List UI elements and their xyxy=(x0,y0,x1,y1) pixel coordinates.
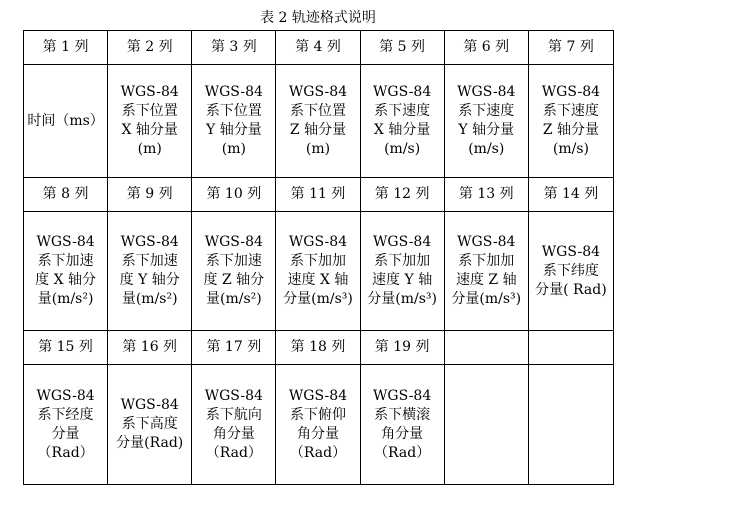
table-cell: WGS-84 系下速度 X 轴分量 (m/s) xyxy=(360,65,444,178)
empty-cell xyxy=(444,365,528,485)
table-cell: WGS-84 系下俯仰 角分量 （Rad） xyxy=(276,365,360,485)
column-header: 第 13 列 xyxy=(444,178,528,212)
column-header: 第 19 列 xyxy=(360,331,444,365)
table-header-row xyxy=(24,31,614,65)
table-cell: WGS-84 系下加加 速度 X 轴 分量(m/s³) xyxy=(276,212,360,331)
column-header: 第 17 列 xyxy=(192,331,276,365)
table-cell: WGS-84 系下位置 X 轴分量 (m) xyxy=(108,65,192,178)
column-header: 第 15 列 xyxy=(24,331,108,365)
table-cell: WGS-84 系下位置 Z 轴分量 (m) xyxy=(276,65,360,178)
table-cell: WGS-84 系下航向 角分量 （Rad） xyxy=(192,365,276,485)
empty-cell xyxy=(444,331,528,365)
table-row xyxy=(24,212,614,331)
table-cell: WGS-84 系下经度 分量 （Rad） xyxy=(24,365,108,485)
table-cell: WGS-84 系下速度 Z 轴分量 (m/s) xyxy=(528,65,613,178)
column-header: 第 10 列 xyxy=(192,178,276,212)
column-header: 第 7 列 xyxy=(528,31,613,65)
column-header: 第 16 列 xyxy=(108,331,192,365)
table-row xyxy=(24,65,614,178)
table-cell: WGS-84 系下加加 速度 Y 轴 分量(m/s³) xyxy=(360,212,444,331)
column-header: 第 14 列 xyxy=(528,178,613,212)
trajectory-format-table xyxy=(23,30,614,485)
column-header: 第 5 列 xyxy=(360,31,444,65)
table-cell: WGS-84 系下加速 度 Y 轴分 量(m/s²) xyxy=(108,212,192,331)
table-caption: 表 2 轨迹格式说明 xyxy=(260,10,376,26)
column-header: 第 1 列 xyxy=(24,31,108,65)
column-header: 第 8 列 xyxy=(24,178,108,212)
table-cell: 时间（ms） xyxy=(24,65,108,178)
table-cell: WGS-84 系下加加 速度 Z 轴 分量(m/s³) xyxy=(444,212,528,331)
empty-cell xyxy=(528,365,613,485)
column-header: 第 9 列 xyxy=(108,178,192,212)
column-header: 第 11 列 xyxy=(276,178,360,212)
column-header: 第 18 列 xyxy=(276,331,360,365)
table-cell: WGS-84 系下位置 Y 轴分量 (m) xyxy=(192,65,276,178)
table-cell: WGS-84 系下速度 Y 轴分量 (m/s) xyxy=(444,65,528,178)
table-header-row xyxy=(24,178,614,212)
table-cell: WGS-84 系下加速 度 X 轴分 量(m/s²) xyxy=(24,212,108,331)
table-row xyxy=(24,365,614,485)
table-cell: WGS-84 系下高度 分量(Rad) xyxy=(108,365,192,485)
column-header: 第 12 列 xyxy=(360,178,444,212)
table-header-row xyxy=(24,331,614,365)
column-header: 第 6 列 xyxy=(444,31,528,65)
table-cell: WGS-84 系下纬度 分量( Rad) xyxy=(528,212,613,331)
empty-cell xyxy=(528,331,613,365)
column-header: 第 3 列 xyxy=(192,31,276,65)
column-header: 第 2 列 xyxy=(108,31,192,65)
table-cell: WGS-84 系下加速 度 Z 轴分 量(m/s²) xyxy=(192,212,276,331)
column-header: 第 4 列 xyxy=(276,31,360,65)
table-cell: WGS-84 系下横滚 角分量 （Rad） xyxy=(360,365,444,485)
